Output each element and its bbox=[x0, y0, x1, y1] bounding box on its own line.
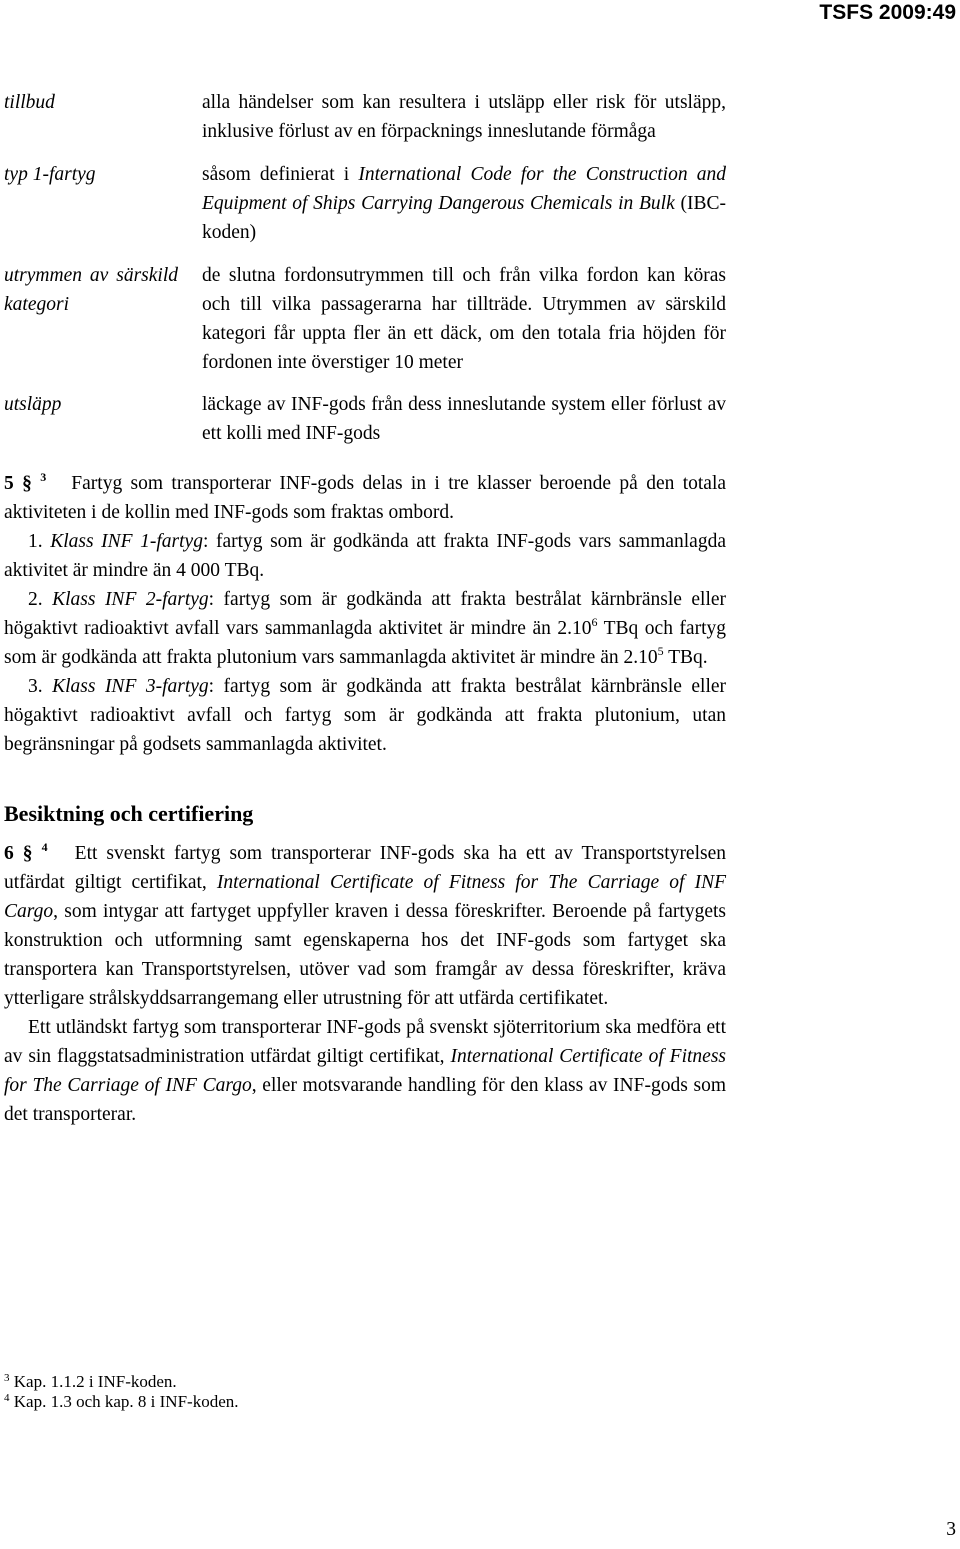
footnote-text: Kap. 1.1.2 i INF-koden. bbox=[9, 1372, 177, 1391]
definition-term: utsläpp bbox=[4, 394, 62, 415]
footnote-ref: 3 bbox=[40, 470, 47, 484]
definition-text: alla händelser som kan resultera i utsläpp eller risk för utsläpp, inklusive förlust av en förpacknings inneslutande förmåga bbox=[202, 92, 726, 142]
section-5-intro bbox=[4, 469, 726, 527]
definition-text-suffix: (IBC-koden) bbox=[202, 193, 726, 243]
section-heading: Besiktning och certifiering bbox=[4, 801, 254, 826]
class-item: 2. Klass INF 2-fartyg: fartyg som är godkända att frakta bestrålat kärnbränsle eller högaktivt radioaktivt avfall vars sammanlagda aktivitet är mindre än 2.10$^6$ TBq och fartyg som är godkända att frakta plutonium vars sammanlagda aktivitet är mindre än 2.10$^5$ TBq. bbox=[4, 589, 727, 668]
document-body bbox=[4, 88, 726, 1129]
class-title: Klass INF 1-fartyg bbox=[50, 531, 203, 552]
definition-text bbox=[202, 160, 726, 247]
definition-row bbox=[4, 261, 726, 377]
page-number: 3 bbox=[946, 1519, 956, 1540]
definition-row bbox=[4, 390, 726, 448]
definition-term: typ 1-fartyg bbox=[4, 164, 96, 185]
section-number: 6 § $^4$ bbox=[4, 840, 48, 864]
footnote-ref: 4 bbox=[41, 840, 48, 854]
definition-row bbox=[4, 88, 726, 146]
footnote-number: 3 bbox=[4, 1372, 10, 1384]
certificate-title: International Certificate of Fitness for The Carriage of INF Cargo bbox=[4, 872, 726, 922]
class-title: Klass INF 2-fartyg bbox=[52, 589, 209, 610]
footnotes bbox=[4, 1372, 704, 1412]
code-title: International Code for the Construction and Equipment of Ships Carrying Dangerous Chemicals in Bulk bbox=[202, 164, 726, 214]
footnote bbox=[4, 1372, 704, 1392]
section-text: Fartyg som transporterar INF-gods delas in i tre klasser beroende på den totala aktiviteten i de kollin med INF-gods som fraktas ombord. bbox=[4, 473, 727, 523]
document-code: TSFS 2009:49 bbox=[819, 1, 956, 24]
exponent: 6 bbox=[591, 615, 598, 629]
class-title: Klass INF 3-fartyg bbox=[52, 676, 209, 697]
footnote bbox=[4, 1392, 704, 1412]
section-6-paragraph: 6 § $^4$ Ett svenskt fartyg som transporterar INF-gods ska ha ett av Transportstyrelsen utfärdat giltigt certifikat, International Certificate of Fitness for The Carriage of INF Cargo, som intygar att fartyget uppfyller kraven i dessa föreskrifter. Beroende på fartygets konstruktion och utformning samt egenskaperna hos det INF-gods som fartyget ska transportera kan Transportstyrelsen, utöver vad som framgår av dessa föreskrifter, kräva ytterligare strålskyddsarrangemang eller utrustning för att utfärda certifikatet. bbox=[4, 840, 727, 1009]
section-number: 5 § $^3$ bbox=[4, 470, 47, 494]
definition-text: de slutna fordonsutrymmen till och från vilka fordon kan köras och till vilka passagerarna har tillträde. Utrymmen av särskild kategori får uppta fler än ett däck, om den totala fria höjden för fordonen inte överstiger 10 meter bbox=[202, 265, 726, 373]
class-item: 3. Klass INF 3-fartyg: fartyg som är godkända att frakta bestrålat kärnbränsle eller högaktivt radioaktivt avfall och fartyg som är godkända att frakta plutonium, utan begränsningar på godsets sammanlagda aktivitet. bbox=[4, 676, 727, 755]
definition-row bbox=[4, 160, 726, 247]
class-item: 1. Klass INF 1-fartyg: fartyg som är godkända att frakta INF-gods vars sammanlagda aktivitet är mindre än 4 000 TBq. bbox=[4, 531, 726, 581]
footnote-text: Kap. 1.3 och kap. 8 i INF-koden. bbox=[9, 1392, 239, 1411]
exponent: 5 bbox=[657, 644, 664, 658]
definition-text-prefix: såsom definierat i bbox=[202, 164, 359, 185]
section-6-paragraph-2: Ett utländskt fartyg som transporterar INF-gods på svenskt sjöterritorium ska medföra ett av sin flaggstatsadministration utfärdat giltigt certifikat, International Certificate of Fitness for The Carriage of INF Cargo, eller motsvarande handling för den klass av INF-gods som det transporterar. bbox=[4, 1017, 726, 1125]
definition-term: utrymmen av särskild kategori bbox=[4, 265, 178, 315]
definition-term: tillbud bbox=[4, 92, 55, 113]
definition-text: läckage av INF-gods från dess inneslutande system eller förlust av ett kolli med INF-gods bbox=[202, 394, 726, 444]
certificate-title: International Certificate of Fitness for The Carriage of INF Cargo bbox=[4, 1046, 726, 1096]
footnote-number: 4 bbox=[4, 1392, 10, 1404]
